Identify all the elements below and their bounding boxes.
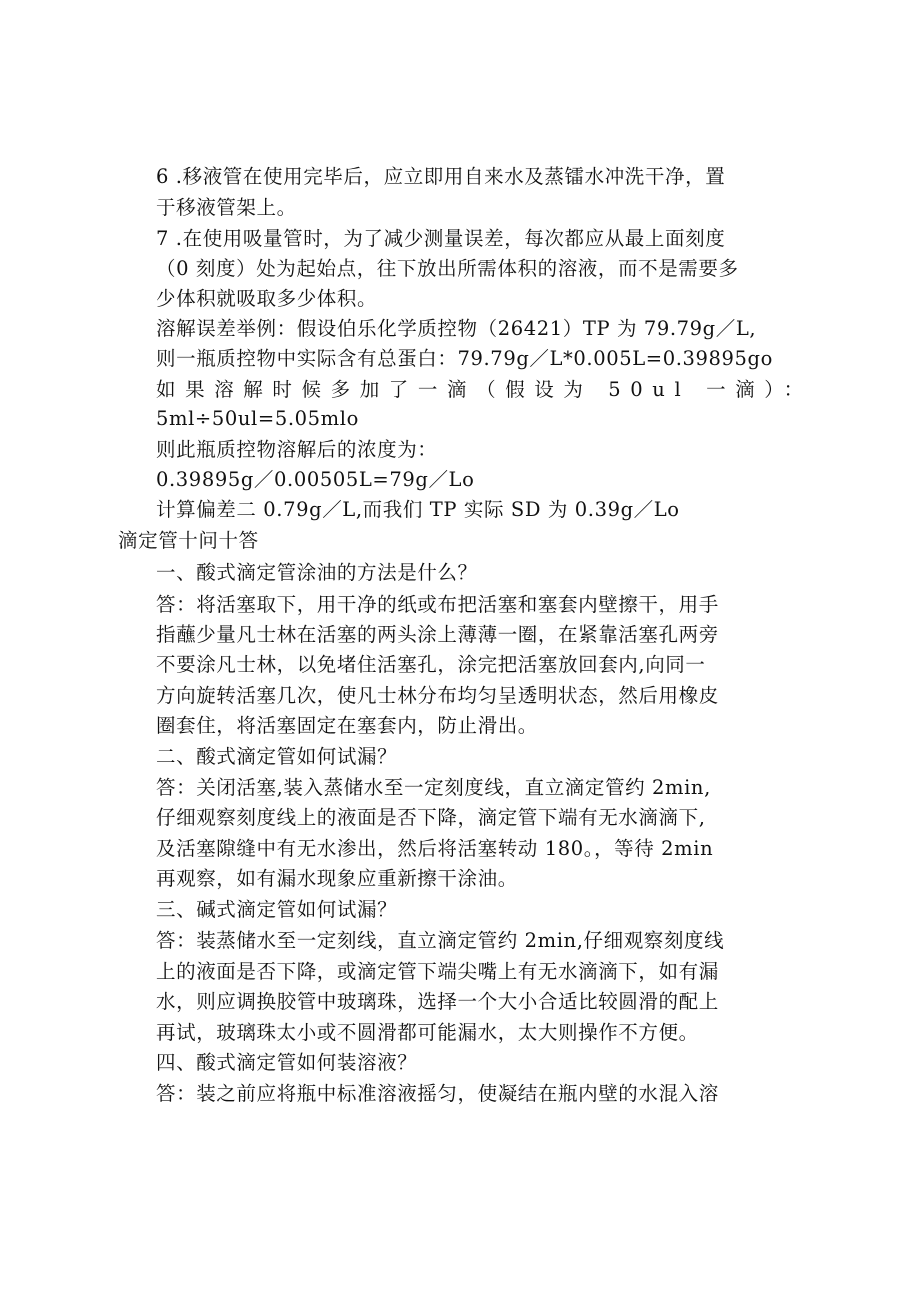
text-line: 少体积就吸取多少体积。 <box>156 287 378 310</box>
text-line: 于移液管架上。 <box>156 196 297 219</box>
text-line: 答：装之前应将瓶中标准溶液摇匀，使凝结在瓶内壁的水混入溶 <box>156 1082 719 1105</box>
text-line: 仔细观察刻度线上的液面是否下降，滴定管下端有无水滴滴下, <box>156 806 706 829</box>
text-line: 答：装蒸储水至一定刻线，直立滴定管约 2min,仔细观察刻度线 <box>156 929 725 952</box>
section-heading: 滴定管十问十答 <box>118 529 259 552</box>
text-line: 6 .移液管在使用完毕后，应立即用自来水及蒸镭水冲洗干净，置 <box>156 165 726 188</box>
text-line: 不要涂凡士林，以免堵住活塞孔，涂完把活塞放回套内,向同一 <box>156 653 706 676</box>
text-line: 7 .在使用吸量管时，为了减少测量误差，每次都应从最上面刻度 <box>156 227 726 250</box>
question-heading: 三、碱式滴定管如何试漏？ <box>156 898 398 921</box>
text-line: 水，则应调换胶管中玻璃珠，选择一个大小合适比较圆滑的配上 <box>156 990 719 1013</box>
text-line: 指蘸少量凡士林在活塞的两头涂上薄薄一圈，在紧靠活塞孔两旁 <box>156 623 719 646</box>
text-line: 再试，玻璃珠太小或不圆滑都可能漏水，太大则操作不方便。 <box>156 1021 699 1044</box>
text-line: 答：将活塞取下，用干净的纸或布把活塞和塞套内壁擦干，用手 <box>156 593 719 616</box>
text-line: （0 刻度）处为起始点，往下放出所需体积的溶液，而不是需要多 <box>156 257 739 280</box>
text-line: 再观察，如有漏水现象应重新擦干涂油。 <box>156 867 518 890</box>
question-heading: 四、酸式滴定管如何装溶液？ <box>156 1051 418 1074</box>
question-heading: 一、酸式滴定管涂油的方法是什么？ <box>156 561 478 584</box>
text-line: 圈套住，将活塞固定在塞套内，防止滑出。 <box>156 714 538 737</box>
text-line: 溶解误差举例：假设伯乐化学质控物（26421）TP 为 79.79g／L, <box>156 317 757 340</box>
text-line: 答：关闭活塞,装入蒸储水至一定刻度线，直立滴定管约 2min, <box>156 776 711 799</box>
text-line: 5ml÷50ul=5.05mlo <box>156 407 359 430</box>
text-line: 及活塞隙缝中有无水渗出，然后将活塞转动 180。，等待 2min <box>156 837 714 860</box>
text-line: 则一瓶质控物中实际含有总蛋白：79.79g／L*0.005L=0.39895go <box>156 347 773 370</box>
text-line: 计算偏差二 0.79g／L,而我们 TP 实际 SD 为 0.39g／Lo <box>156 498 680 521</box>
question-heading: 二、酸式滴定管如何试漏？ <box>156 745 398 768</box>
text-line: 则此瓶质控物溶解后的浓度为： <box>156 438 438 461</box>
text-line: 方向旋转活塞几次，使凡士林分布均匀呈透明状态，然后用橡皮 <box>156 684 719 707</box>
text-line: 如果溶解时候多加了一滴（假设为 50ul 一滴）： <box>156 378 813 401</box>
text-line: 0.39895g／0.00505L=79g／Lo <box>156 468 475 491</box>
text-line: 上的液面是否下降，或滴定管下端尖嘴上有无水滴滴下，如有漏 <box>156 960 719 983</box>
